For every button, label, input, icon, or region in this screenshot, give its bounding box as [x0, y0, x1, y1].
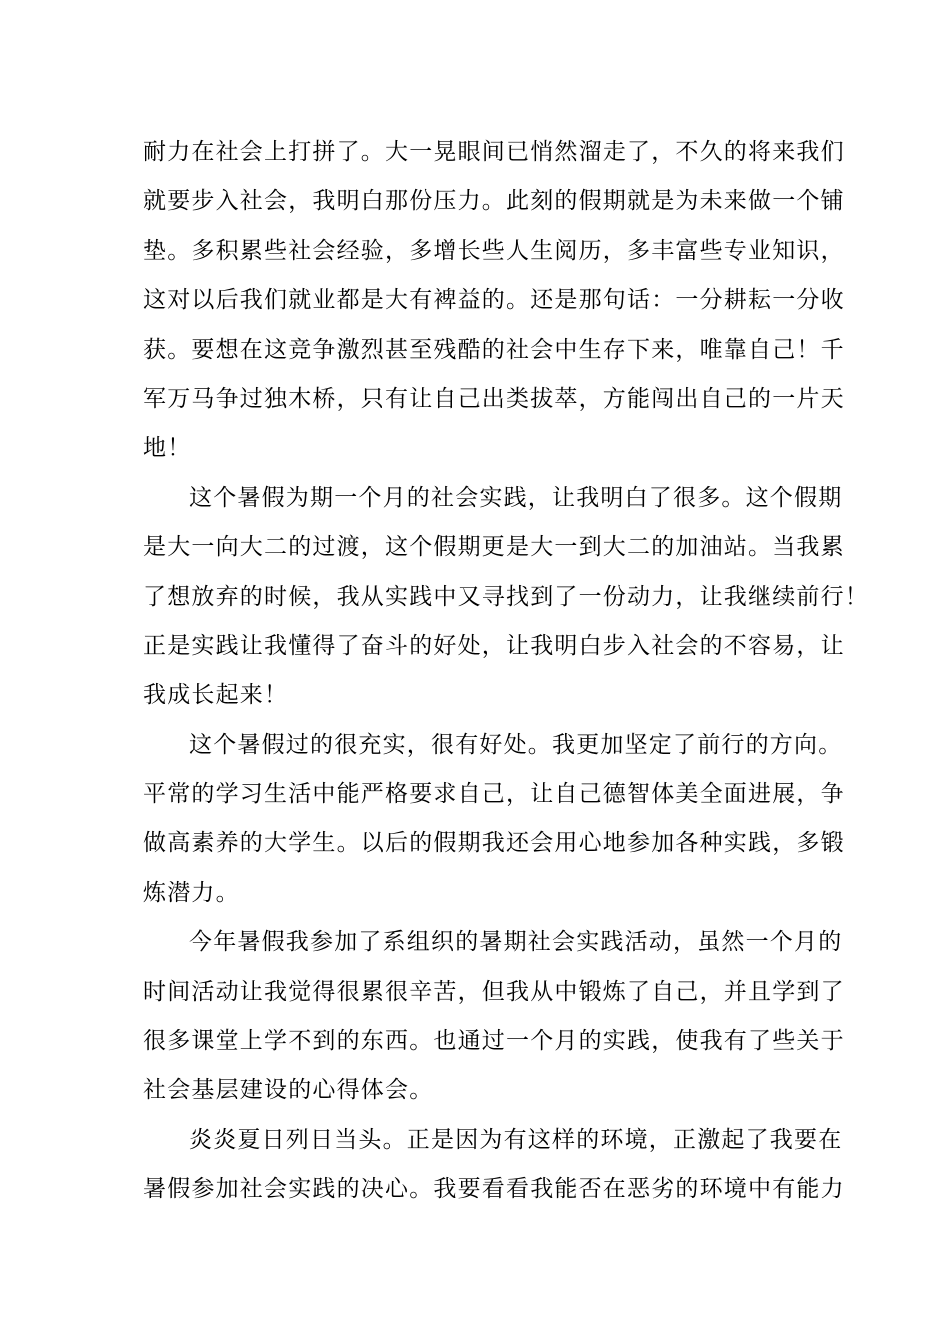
paragraph-5 — [143, 1116, 845, 1215]
paragraph-3 — [143, 721, 845, 919]
text-line: 很多课堂上学不到的东西。也通过一个月的实践，使我有了些关于 — [143, 1028, 845, 1055]
text-line: 暑假参加社会实践的决心。我要看看我能否在恶劣的环境中有能力 — [143, 1176, 845, 1203]
text-line: 时间活动让我觉得很累很辛苦，但我从中锻炼了自己，并且学到了 — [143, 978, 845, 1005]
text-line: 就要步入社会，我明白那份压力。此刻的假期就是为未来做一个铺 — [143, 188, 845, 215]
text-line: 获。要想在这竞争激烈甚至残酷的社会中生存下来，唯靠自己！千 — [143, 336, 845, 363]
document-body — [143, 128, 869, 1215]
text-line: 这个暑假为期一个月的社会实践，让我明白了很多。这个假期 — [189, 484, 843, 511]
text-line: 正是实践让我懂得了奋斗的好处，让我明白步入社会的不容易，让 — [143, 632, 845, 659]
text-line: 这对以后我们就业都是大有裨益的。还是那句话：一分耕耘一分收 — [143, 287, 845, 314]
paragraph-4 — [143, 918, 845, 1116]
text-line: 我成长起来！ — [143, 682, 289, 709]
text-line: 炼潜力。 — [143, 879, 240, 906]
text-line: 做高素养的大学生。以后的假期我还会用心地参加各种实践，多锻 — [143, 830, 845, 857]
text-line: 社会基层建设的心得体会。 — [143, 1077, 434, 1104]
paragraph-2 — [143, 474, 869, 721]
text-line: 今年暑假我参加了系组织的暑期社会实践活动，虽然一个月的 — [189, 929, 843, 956]
text-line: 平常的学习生活中能严格要求自己，让自己德智体美全面进展，争 — [143, 781, 845, 808]
text-line: 垫。多积累些社会经验，多增长些人生阅历，多丰富些专业知识， — [143, 237, 845, 264]
text-line: 耐力在社会上打拼了。大一晃眼间已悄然溜走了，不久的将来我们 — [143, 139, 845, 165]
text-line: 这个暑假过的很充实，很有好处。我更加坚定了前行的方向。 — [189, 731, 843, 758]
paragraph-1 — [143, 128, 845, 474]
text-line: 炎炎夏日列日当头。正是因为有这样的环境，正激起了我要在 — [189, 1126, 843, 1153]
text-line: 了想放弃的时候，我从实践中又寻找到了一份动力，让我继续前行！ — [143, 583, 869, 610]
text-line: 是大一向大二的过渡，这个假期更是大一到大二的加油站。当我累 — [143, 534, 845, 561]
text-line: 地！ — [143, 435, 192, 462]
text-line: 军万马争过独木桥，只有让自己出类拔萃，方能闯出自己的一片天 — [143, 385, 845, 412]
